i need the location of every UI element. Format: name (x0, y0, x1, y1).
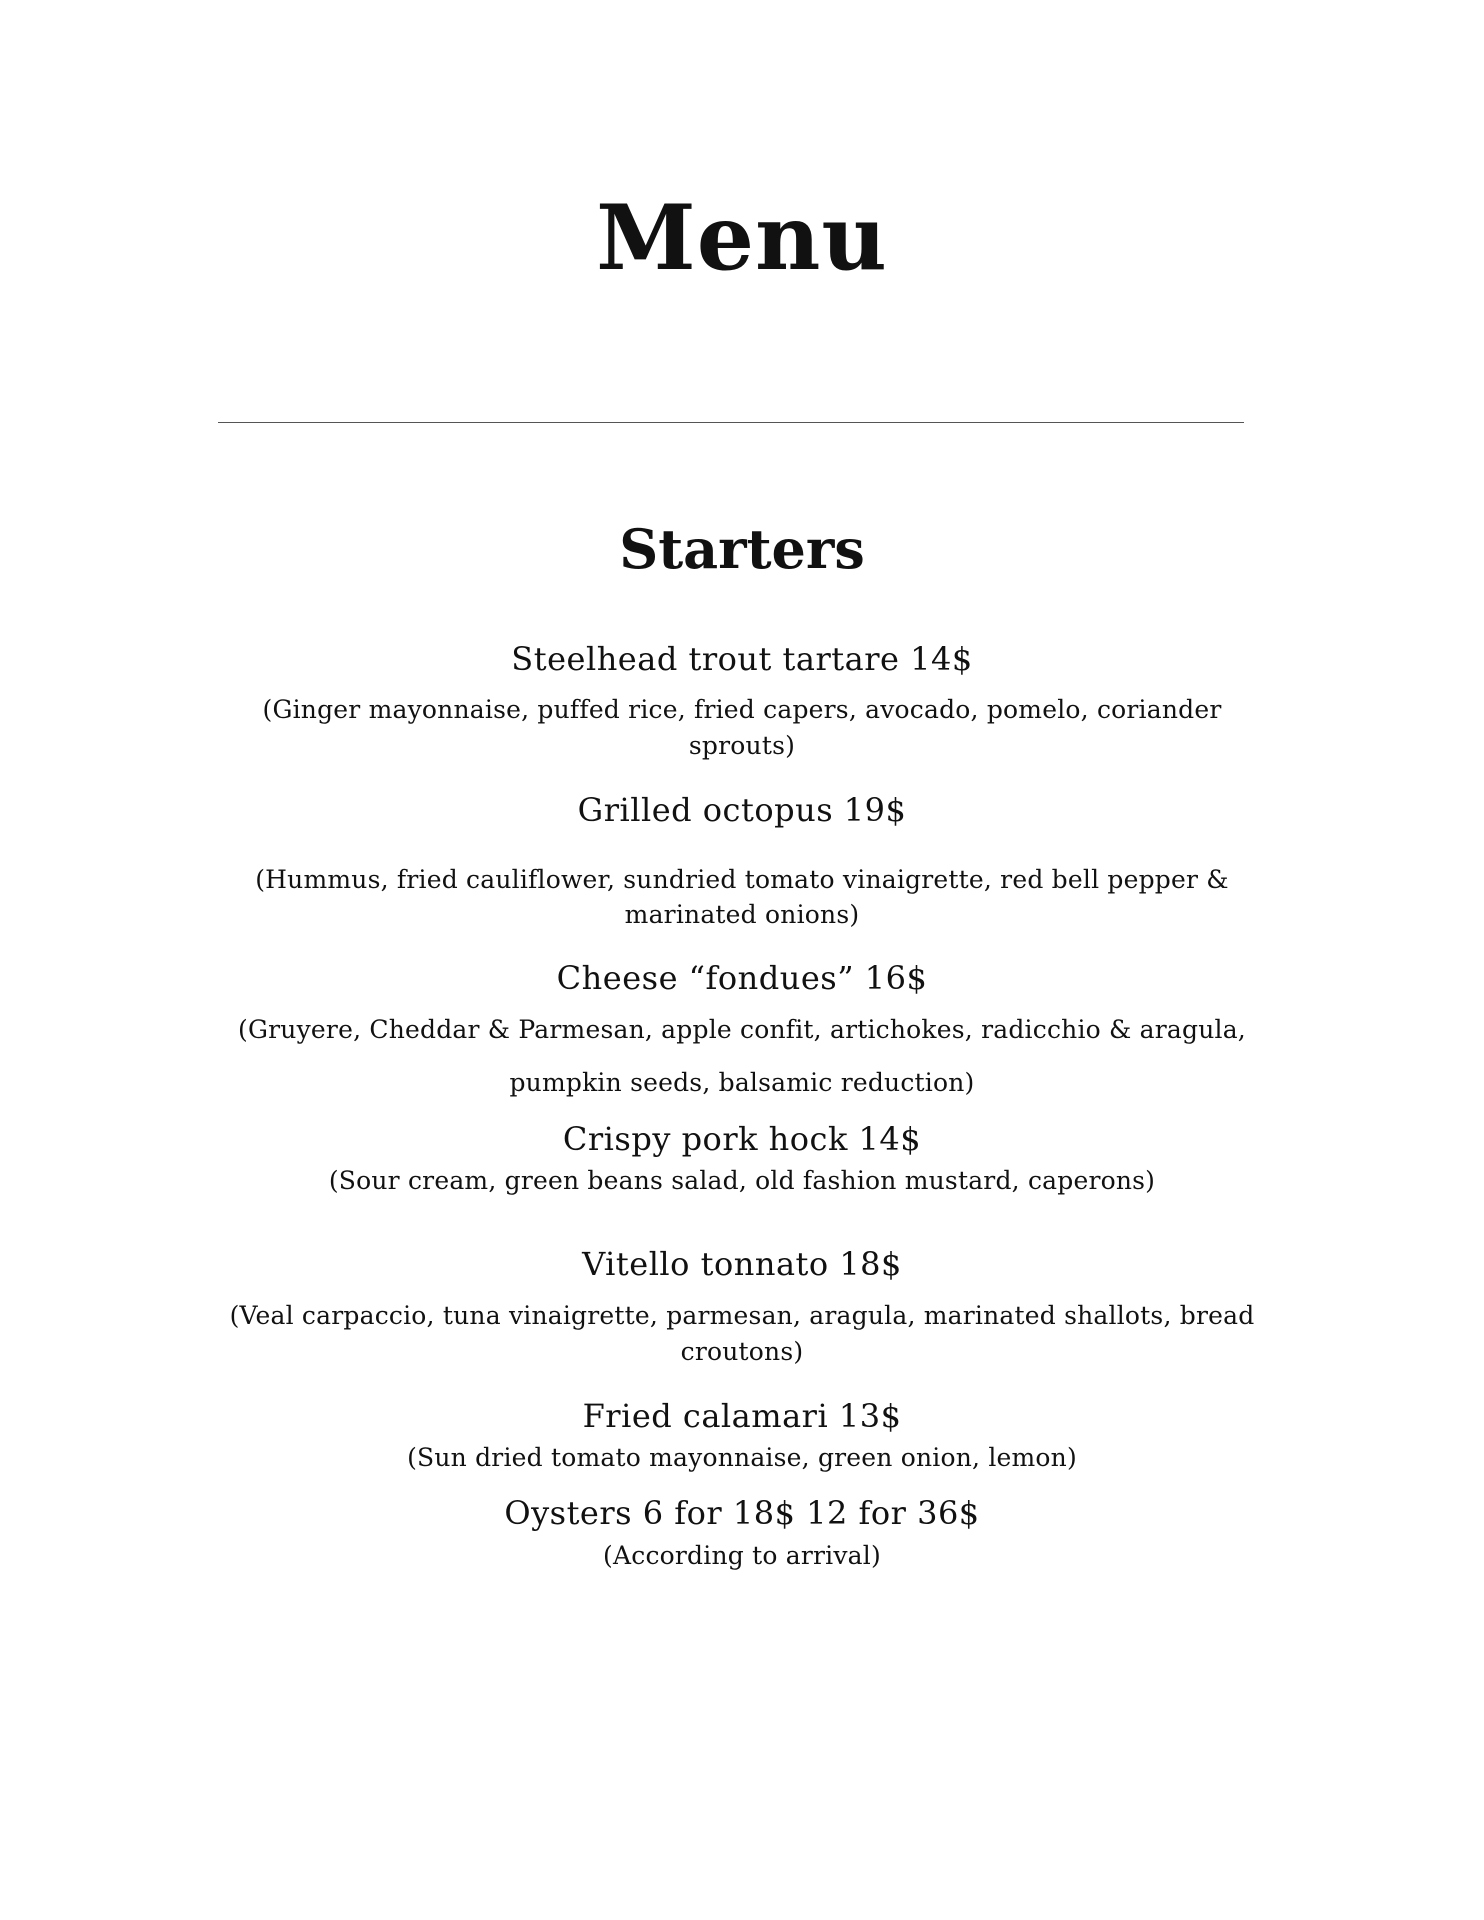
menu-item-description: (Sour cream, green beans salad, old fashion mustard, caperons) (328, 1166, 1156, 1195)
menu-title: Menu (596, 185, 888, 291)
menu-item-name: Cheese “fondues” 16$ (556, 959, 928, 997)
menu-item-name: Crispy pork hock 14$ (562, 1120, 922, 1158)
divider-line (218, 422, 1244, 423)
section-title-starters: Starters (619, 517, 865, 581)
menu-item-description: (Veal carpaccio, tuna vinaigrette, parmesan, aragula, marinated shallots, bread (229, 1301, 1255, 1330)
menu-item-name: Steelhead trout tartare 14$ (511, 640, 973, 678)
menu-item-description: (Sun dried tomato mayonnaise, green onion, lemon) (407, 1443, 1077, 1472)
menu-item-description: marinated onions) (624, 900, 860, 929)
menu-item-name: Vitello tonnato 18$ (582, 1245, 902, 1283)
menu-item-name: Fried calamari 13$ (582, 1397, 902, 1435)
menu-item-description: (Hummus, fried cauliflower, sundried tomato vinaigrette, red bell pepper & (255, 865, 1229, 894)
menu-item-name: Oysters 6 for 18$ 12 for 36$ (504, 1494, 980, 1532)
menu-item-description: (According to arrival) (603, 1541, 881, 1570)
menu-item-description: (Ginger mayonnaise, puffed rice, fried capers, avocado, pomelo, coriander (262, 695, 1222, 724)
menu-item-description: (Gruyere, Cheddar & Parmesan, apple confit, artichokes, radicchio & aragula, (238, 1015, 1246, 1044)
menu-item-description: sprouts) (688, 731, 796, 760)
menu-item-name: Grilled octopus 19$ (577, 791, 907, 829)
menu-item-description: pumpkin seeds, balsamic reduction) (509, 1068, 975, 1097)
menu-item-description: croutons) (680, 1337, 804, 1366)
